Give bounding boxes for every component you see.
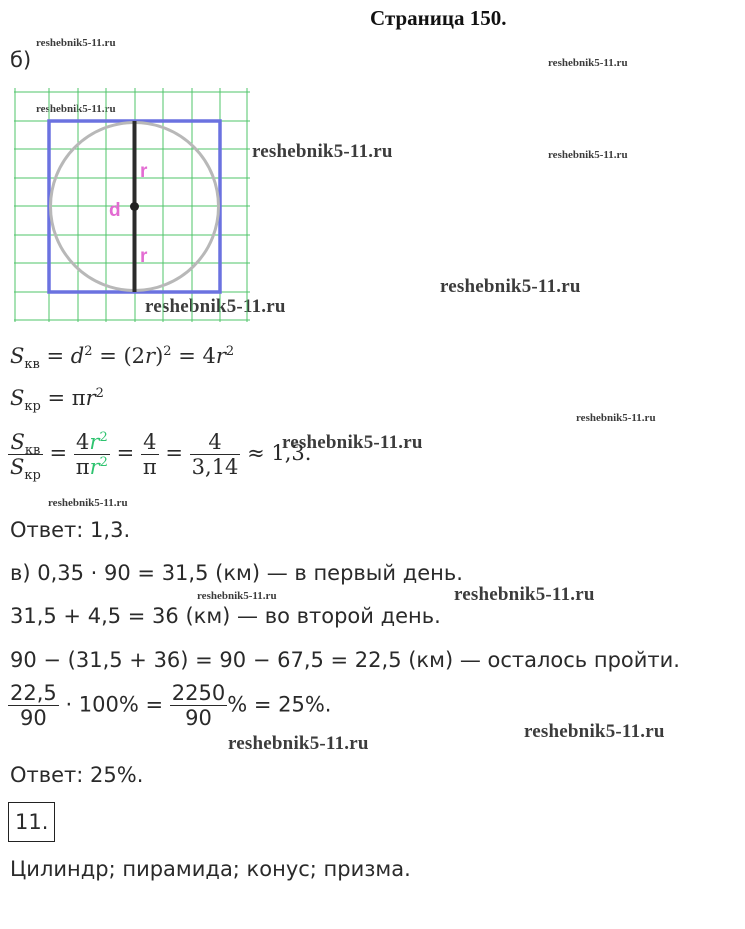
fraction-22-5-90: $\frac{22,5}{90}$ <box>10 681 57 730</box>
watermark: reshebnik5-11.ru <box>36 37 116 49</box>
watermark: reshebnik5-11.ru <box>548 57 628 69</box>
fraction-4-pi: $\frac{4}{\pi}$ <box>142 430 157 479</box>
fraction-4r2-pir2: $\frac{4r^2}{\pi r^2}$ <box>75 430 108 479</box>
watermark: reshebnik5-11.ru <box>252 141 393 162</box>
part-v-line-2: 31,5 + 4,5 = 36 (км) — во второй день. <box>10 604 441 628</box>
task-number-box: 11. <box>8 802 55 842</box>
formula-percent: $\frac{22,5}{90}$ · 100% = $\frac{2250}{90}$ % = 25%. <box>10 681 332 730</box>
watermark: reshebnik5-11.ru <box>36 103 116 115</box>
task-11-answer: Цилиндр; пирамида; конус; призма. <box>10 857 411 881</box>
watermark: reshebnik5-11.ru <box>524 721 665 742</box>
square-circle-figure <box>14 88 250 322</box>
formula-area-ratio: $\frac{S_{кв}}{S_{кр}}$ = $\frac{4r^2}{\pi r^2}$ = $\frac{4}{\pi}$ = $\frac{4}{3,14}$ ≈ 1,3. <box>10 430 312 484</box>
watermark: reshebnik5-11.ru <box>576 412 656 424</box>
watermark: reshebnik5-11.ru <box>548 149 628 161</box>
watermark: reshebnik5-11.ru <box>48 497 128 509</box>
center-point <box>130 202 139 211</box>
watermark: reshebnik5-11.ru <box>454 584 595 605</box>
watermark: reshebnik5-11.ru <box>197 590 277 602</box>
formula-square-area: $S_{кв} = d^2 = (2r)^2 = 4r^2$ <box>10 344 235 373</box>
answer-part-v: Ответ: 25%. <box>10 763 144 787</box>
fraction-ratio: $\frac{S_{кв}}{S_{кр}}$ <box>10 430 41 484</box>
formula-circle-area: $S_{кр} = \pi r^2$ <box>10 386 104 415</box>
part-b-label: б) <box>10 48 32 72</box>
label-r-bottom: r <box>140 246 148 267</box>
page-title: Страница 150. <box>370 6 507 30</box>
watermark: reshebnik5-11.ru <box>440 276 581 297</box>
fraction-2250-90: $\frac{2250}{90}$ <box>171 681 226 730</box>
watermark: reshebnik5-11.ru <box>282 432 423 453</box>
part-v-line-3: 90 − (31,5 + 36) = 90 − 67,5 = 22,5 (км) — осталось пройти. <box>10 648 680 672</box>
label-r-top: r <box>140 161 148 182</box>
watermark: reshebnik5-11.ru <box>228 733 369 754</box>
part-v-line-1: в) 0,35 · 90 = 31,5 (км) — в первый день. <box>10 561 463 585</box>
label-d: d <box>109 200 121 221</box>
answer-part-b: Ответ: 1,3. <box>10 518 131 542</box>
fraction-4-314: $\frac{4}{3,14}$ <box>191 430 239 479</box>
watermark: reshebnik5-11.ru <box>145 296 286 317</box>
